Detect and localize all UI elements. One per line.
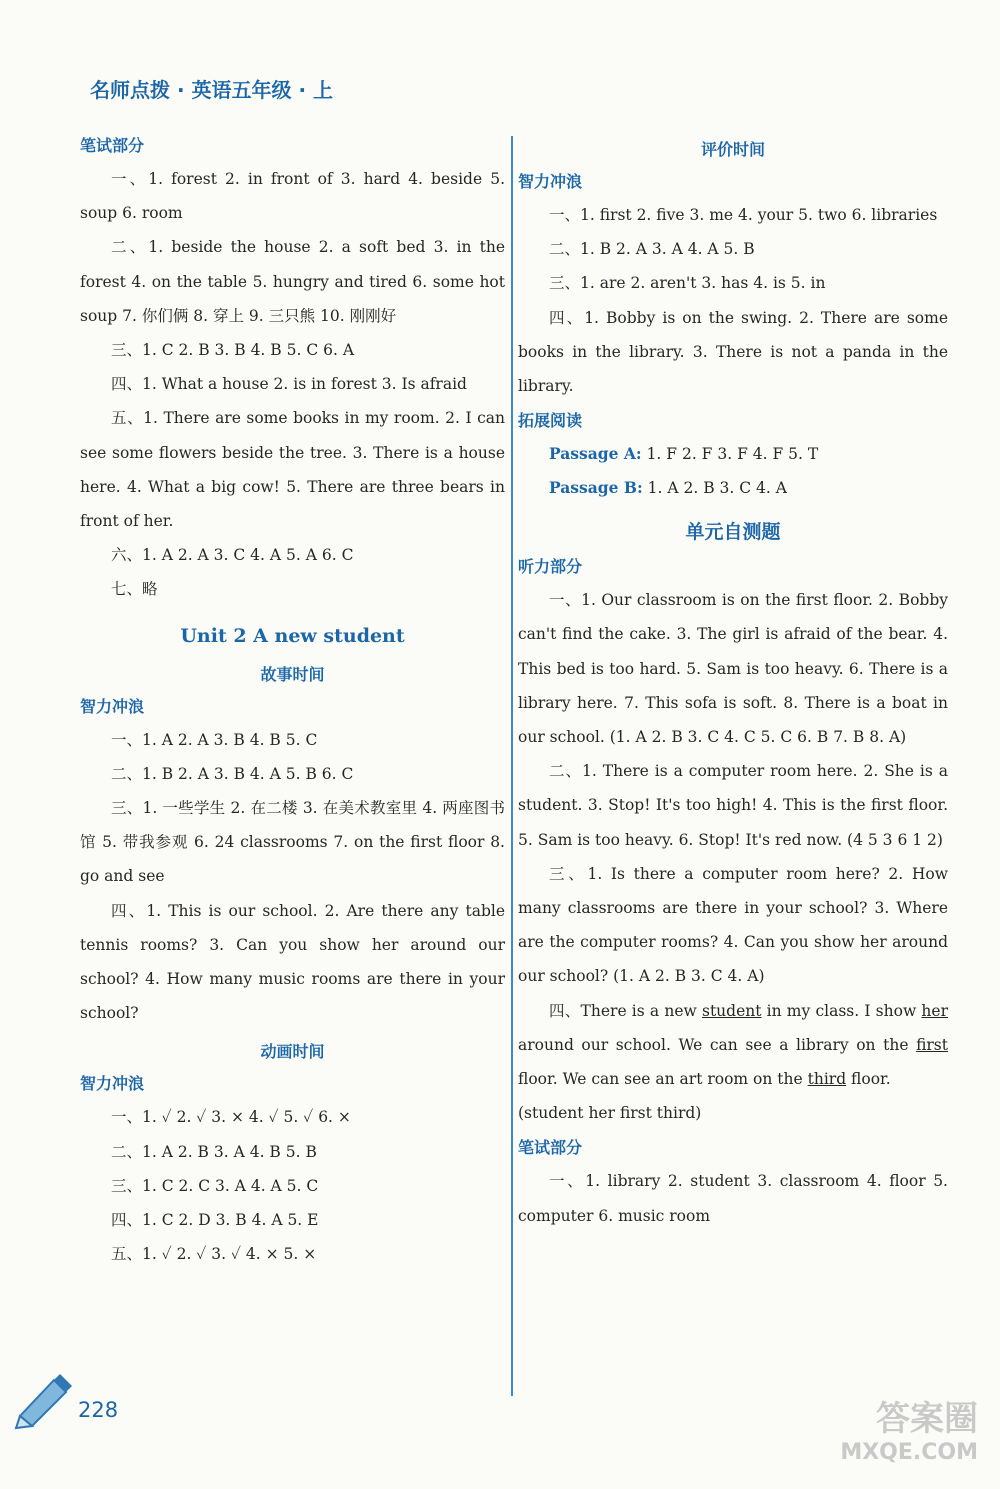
answer-e1: 一、1. first 2. five 3. me 4. your 5. two 6. libraries <box>549 206 938 224</box>
answer-s1: 一、1. A 2. A 3. B 4. B 5. C <box>111 730 318 749</box>
book-header-title: 名师点拨 · 英语五年级 · 上 <box>90 78 334 102</box>
passage-b <box>518 471 948 505</box>
answer-w6: 六、1. A 2. A 3. C 4. A 5. A 6. C <box>111 546 354 565</box>
l4-text-e: floor. <box>846 1070 891 1089</box>
answer-l2: 二、1. There is a computer room here. 2. She is a student. 3. Stop! It's too high! 4. This is the first floor. 5. Sam is too heavy. 6. Stop! It's red now. (4 5 3 6 1 2) <box>518 762 948 849</box>
answer-c3: 三、1. C 2. C 3. A 4. A 5. C <box>111 1176 319 1195</box>
section-brain-surf-1: 智力冲浪 <box>80 696 145 716</box>
l4-text-a: 四、There is a new <box>549 1001 702 1020</box>
answer-l4 <box>518 994 948 1097</box>
section-listening: 听力部分 <box>518 557 583 577</box>
cartoon-time-title: 动画时间 <box>260 1042 325 1062</box>
left-column <box>80 128 505 1271</box>
passage-a-label: Passage A: <box>549 444 642 464</box>
l4-text-c: around our school. We can see a library on the <box>518 1035 917 1054</box>
answer-s4: 四、1. This is our school. 2. Are there any table tennis rooms? 3. Can you show her around our school? 4. How many music rooms are there in your school? <box>80 901 505 1023</box>
passage-b-label: Passage B: <box>549 478 643 498</box>
answer-w3: 三、1. C 2. B 3. B 4. B 5. C 6. A <box>111 341 355 360</box>
section-written: 笔试部分 <box>80 136 145 155</box>
answer-c2: 二、1. A 2. B 3. A 4. B 5. B <box>111 1142 317 1161</box>
l4-text-b: in my class. I show <box>761 1001 922 1020</box>
answer-c1: 一、1. ✓ 2. ✓ 3. × 4. ✓ 5. ✓ 6. × <box>111 1108 351 1127</box>
section-brain-surf-2: 智力冲浪 <box>80 1074 145 1094</box>
page-number: 228 <box>78 1398 119 1422</box>
pencil-decoration-icon <box>14 1370 84 1430</box>
right-column <box>518 128 948 1233</box>
answer-w1: 一、1. forest 2. in front of 3. hard 4. beside 5. soup 6. room <box>80 170 505 223</box>
l4-blank-2: her <box>921 1001 948 1020</box>
story-time-title: 故事时间 <box>260 664 325 684</box>
evaluation-time-title: 评价时间 <box>700 140 765 159</box>
answer-w5: 五、1. There are some books in my room. 2. I can see some flowers beside the tree. 3. There is a house here. 4. What a big cow! 5. There are three bears in front of her. <box>80 409 505 531</box>
answer-w4: 四、1. What a house 2. is in forest 3. Is afraid <box>111 375 467 394</box>
column-divider <box>511 136 513 1396</box>
answer-e2: 二、1. B 2. A 3. A 4. A 5. B <box>549 240 755 259</box>
passage-a <box>518 437 948 471</box>
passage-b-answers: 1. A 2. B 3. C 4. A <box>647 479 787 498</box>
answer-s3: 三、1. 一些学生 2. 在二楼 3. 在美术教室里 4. 两座图书馆 5. 带我参观 6. 24 classrooms 7. on the first floor 8. go and see <box>80 799 505 886</box>
answer-c4: 四、1. C 2. D 3. B 4. A 5. E <box>111 1211 319 1230</box>
answer-w2: 二、1. beside the house 2. a soft bed 3. in the forest 4. on the table 5. hungry and tired 6. some hot soup 7. 你们俩 8. 穿上 9. 三只熊 10. 刚刚好 <box>80 238 505 325</box>
answer-e4: 四、1. Bobby is on the swing. 2. There are some books in the library. 3. There is not a panda in the library. <box>518 308 948 396</box>
l4-blank-1: student <box>701 1001 762 1020</box>
unit-title: Unit 2 A new student <box>180 624 405 647</box>
watermark <box>840 1398 978 1466</box>
section-brain-surf-3: 智力冲浪 <box>518 172 583 191</box>
l4-text-d: floor. We can see an art room on the <box>518 1070 808 1089</box>
answer-e3: 三、1. are 2. aren't 3. has 4. is 5. in <box>549 274 826 293</box>
answer-l4-key: (student her first third) <box>518 1104 702 1123</box>
section-extended-reading: 拓展阅读 <box>518 411 583 431</box>
answer-w7: 七、略 <box>111 580 158 599</box>
watermark-site: MXQE.COM <box>840 1440 978 1465</box>
unit-test-title: 单元自测题 <box>685 521 781 544</box>
answer-l1: 一、1. Our classroom is on the first floor. 2. Bobby can't find the cake. 3. The girl is afraid of the bear. 4. This bed is too hard. 5. Sam is too heavy. 6. There is a library here. 7. This sofa is soft. 8. There is a boat in our school. (1. A 2. B 3. C 4. C 5. C 6. B 7. B 8. A) <box>518 591 948 747</box>
answer-s2: 二、1. B 2. A 3. B 4. A 5. B 6. C <box>111 764 354 783</box>
l4-blank-4: third <box>807 1070 847 1089</box>
answer-r1: 一、1. library 2. student 3. classroom 4. floor 5. computer 6. music room <box>518 1172 948 1225</box>
answer-c5: 五、1. ✓ 2. ✓ 3. ✓ 4. × 5. × <box>111 1245 317 1264</box>
answer-l3: 三、1. Is there a computer room here? 2. How many classrooms are there in your school? 3. Where are the computer rooms? 4. Can you show her around our school? (1. A 2. B 3. C 4. A) <box>518 864 948 986</box>
section-written-2: 笔试部分 <box>518 1138 583 1158</box>
passage-a-answers: 1. F 2. F 3. F 4. F 5. T <box>646 445 819 464</box>
watermark-main: 答案圈 <box>876 1399 978 1439</box>
l4-blank-3: first <box>916 1035 948 1054</box>
